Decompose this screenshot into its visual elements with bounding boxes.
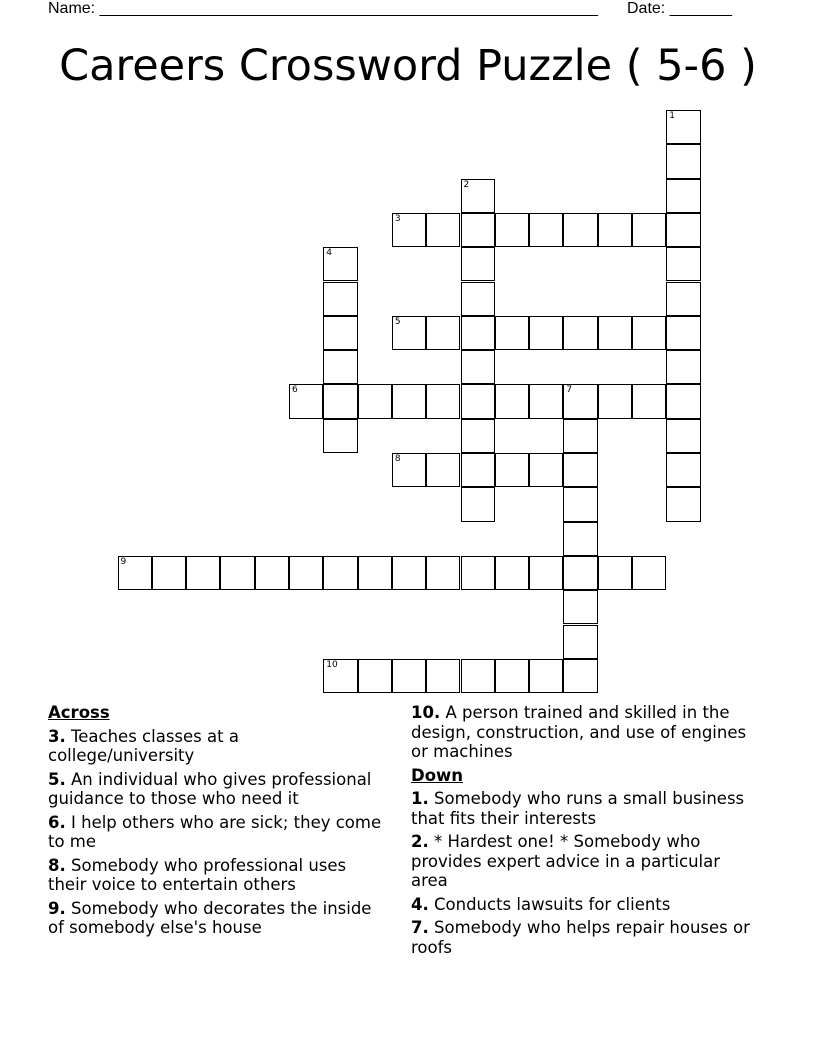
clue-number: 7 [566, 385, 573, 396]
across-clue [48, 770, 388, 809]
crossword-cell[interactable] [118, 556, 152, 590]
clue-number-label: 3. [48, 726, 66, 746]
crossword-cell[interactable] [529, 453, 563, 487]
crossword-cell[interactable] [563, 556, 597, 590]
crossword-cell[interactable] [529, 213, 563, 247]
crossword-cell[interactable] [529, 556, 563, 590]
across-clue [48, 899, 388, 938]
crossword-cell[interactable] [461, 659, 495, 693]
crossword-cell[interactable] [666, 282, 700, 316]
clue-number: 10 [326, 659, 338, 670]
crossword-cell[interactable] [563, 625, 597, 659]
crossword-cell[interactable] [289, 556, 323, 590]
name-field-label: Name: ________________________________________________________ [48, 0, 598, 17]
crossword-cell[interactable] [666, 110, 700, 144]
clue-number-label: 7. [411, 918, 429, 937]
crossword-cell[interactable] [666, 453, 700, 487]
crossword-cell[interactable] [598, 556, 632, 590]
crossword-cell[interactable] [632, 384, 666, 418]
down-clue [411, 895, 761, 915]
clue-number: 4 [326, 248, 333, 259]
crossword-cell[interactable] [563, 213, 597, 247]
crossword-cell[interactable] [392, 384, 426, 418]
crossword-cell[interactable] [598, 316, 632, 350]
clue-number-label: 8. [48, 855, 66, 875]
date-field-label: Date: _______ [627, 0, 732, 17]
crossword-cell[interactable] [563, 590, 597, 624]
crossword-cell[interactable] [563, 384, 597, 418]
across-clue [48, 856, 388, 895]
clue-text: An individual who gives professional guidance to those who need it [48, 769, 372, 808]
crossword-cell[interactable] [461, 282, 495, 316]
clue-text: I help others who are sick; they come to me [48, 812, 382, 851]
crossword-cell[interactable] [666, 419, 700, 453]
clue-text: Somebody who runs a small business that fits their interests [411, 789, 745, 828]
crossword-cell[interactable] [529, 316, 563, 350]
crossword-cell[interactable] [461, 419, 495, 453]
clue-text: Teaches classes at a college/university [48, 726, 239, 765]
crossword-cell[interactable] [563, 419, 597, 453]
clue-text: Somebody who decorates the inside of somebody else's house [48, 898, 372, 937]
crossword-cell[interactable] [461, 179, 495, 213]
crossword-cell[interactable] [666, 144, 700, 178]
clue-number-label: 4. [411, 894, 429, 914]
crossword-cell[interactable] [529, 384, 563, 418]
page-title: Careers Crossword Puzzle ( 5-6 ) [59, 41, 757, 91]
crossword-cell[interactable] [598, 384, 632, 418]
crossword-cell[interactable] [358, 384, 392, 418]
crossword-cell[interactable] [426, 659, 460, 693]
across-clue [48, 727, 388, 766]
crossword-cell[interactable] [529, 659, 563, 693]
clue-text: Conducts lawsuits for clients [428, 894, 671, 914]
crossword-cell[interactable] [323, 556, 357, 590]
clue-number-label: 2. [411, 832, 429, 851]
crossword-cell[interactable] [461, 384, 495, 418]
crossword-cell[interactable] [632, 213, 666, 247]
crossword-cell[interactable] [426, 384, 460, 418]
crossword-cell[interactable] [426, 316, 460, 350]
clue-number: 5 [394, 316, 401, 327]
crossword-cell[interactable] [392, 556, 426, 590]
crossword-cell[interactable] [598, 213, 632, 247]
crossword-cell[interactable] [461, 213, 495, 247]
crossword-cell[interactable] [358, 659, 392, 693]
crossword-cell[interactable] [666, 384, 700, 418]
crossword-cell[interactable] [461, 350, 495, 384]
clue-text: A person trained and skilled in the design, construction, and use of engines or machines [411, 703, 747, 761]
crossword-cell[interactable] [358, 556, 392, 590]
crossword-cell[interactable] [461, 556, 495, 590]
crossword-cell[interactable] [495, 659, 529, 693]
clue-number-label: 10. [411, 703, 441, 722]
header-line [48, 0, 768, 20]
crossword-cell[interactable] [392, 659, 426, 693]
across-clue [411, 703, 761, 762]
clue-number: 8 [394, 454, 401, 464]
crossword-cell[interactable] [323, 350, 357, 384]
crossword-cell[interactable] [632, 316, 666, 350]
crossword-cell[interactable] [323, 247, 357, 281]
across-clue [48, 813, 388, 852]
crossword-cell[interactable] [392, 453, 426, 487]
crossword-cell[interactable] [255, 556, 289, 590]
crossword-cell[interactable] [666, 316, 700, 350]
crossword-cell[interactable] [323, 659, 357, 693]
clue-number-label: 5. [48, 769, 66, 789]
crossword-cell[interactable] [220, 556, 254, 590]
crossword-cell[interactable] [563, 659, 597, 693]
crossword-cell[interactable] [563, 316, 597, 350]
crossword-cell[interactable] [323, 384, 357, 418]
crossword-cell[interactable] [563, 453, 597, 487]
crossword-cell[interactable] [461, 316, 495, 350]
crossword-cell[interactable] [495, 453, 529, 487]
clue-number: 9 [120, 556, 127, 567]
crossword-cell[interactable] [323, 316, 357, 350]
crossword-cell[interactable] [666, 350, 700, 384]
crossword-cell[interactable] [186, 556, 220, 590]
clue-number: 6 [292, 385, 298, 396]
crossword-cell[interactable] [426, 213, 460, 247]
down-clue [411, 918, 761, 957]
crossword-cell[interactable] [323, 419, 357, 453]
crossword-cell[interactable] [323, 282, 357, 316]
crossword-cell[interactable] [563, 522, 597, 556]
crossword-cell[interactable] [666, 247, 700, 281]
crossword-cell[interactable] [495, 384, 529, 418]
crossword-cell[interactable] [495, 316, 529, 350]
crossword-cell[interactable] [461, 247, 495, 281]
crossword-cell[interactable] [392, 316, 426, 350]
crossword-cell[interactable] [666, 487, 700, 521]
crossword-cell[interactable] [495, 213, 529, 247]
down-clue [411, 789, 761, 828]
clue-text: Somebody who helps repair houses or roofs [411, 918, 750, 957]
clue-number: 1 [669, 111, 676, 121]
clue-text: Somebody who professional uses their voice to entertain others [48, 855, 347, 894]
across-heading: Across [48, 703, 110, 722]
crossword-cell[interactable] [289, 384, 323, 418]
crossword-cell[interactable] [632, 556, 666, 590]
clue-number: 2 [463, 179, 470, 190]
clue-number-label: 1. [411, 789, 429, 808]
crossword-cell[interactable] [461, 487, 495, 521]
crossword-cell[interactable] [426, 453, 460, 487]
down-clue [411, 832, 761, 891]
clue-number: 3 [394, 213, 401, 224]
clue-number-label: 6. [48, 812, 66, 832]
crossword-cell[interactable] [426, 556, 460, 590]
crossword-cell[interactable] [152, 556, 186, 590]
clue-text: * Hardest one! * Somebody who provides expert advice in a particular area [411, 832, 721, 890]
crossword-cell[interactable] [563, 487, 597, 521]
clues-right-column [411, 703, 761, 961]
clue-number-label: 9. [48, 898, 66, 918]
crossword-cell[interactable] [392, 213, 426, 247]
crossword-cell[interactable] [666, 213, 700, 247]
down-heading: Down [411, 765, 464, 785]
crossword-cell[interactable] [666, 179, 700, 213]
clues-left-column [48, 703, 388, 942]
crossword-cell[interactable] [461, 453, 495, 487]
crossword-cell[interactable] [495, 556, 529, 590]
